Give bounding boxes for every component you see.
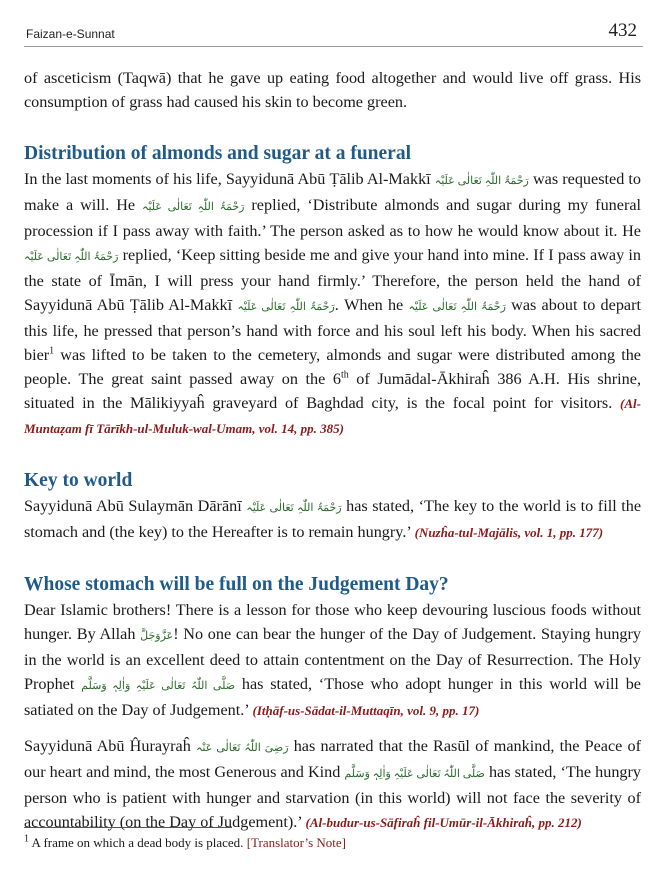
paragraph-abu-hurayra: Sayyidunā Abū Ĥurayraĥ رَضِیَ اللّٰہُ تَعَالٰی عَنْہ has narrated that the Rasūl of mankind, the Peace of our heart and mind, the most Generous and Kind صَلَّی اللّٰہُ تَعَالٰی عَلَیْہِ وَاٰلِہٖ وَسَلَّم has stated, ‘The hungry person who is patient with hunger and starvation (in this world) will not face the severity of accountability (on the Day of Judgement).’ (Al-budur-us-Sāfiraĥ fil-Umūr-il-Ākhiraĥ, pp. 212) xyxy=(24,737,641,831)
heading-almonds-sugar: Distribution of almonds and sugar at a funeral xyxy=(24,143,411,164)
reference-citation: (Nuzĥa-tul-Majālis, vol. 1, pp. 177) xyxy=(414,525,604,540)
paragraph-key-to-world: Sayyidunā Abū Sulaymān Dārānī رَحْمَۃُ اللّٰہِ تَعَالٰی عَلَیْہ has stated, ‘The key to the world is to fill the stomach and (the key) to the Hereafter is to remain hungry.’ (Nuzĥa-tul-Majālis, vol. 1, pp. 177) xyxy=(24,497,642,541)
honorific-rahmat: رَحْمَۃُ اللّٰہِ تَعَالٰی عَلَیْہ xyxy=(246,502,342,514)
footnote: $^1$ A frame on which a dead body is placed. [Translator’s Note] xyxy=(24,833,346,850)
book-title: Faizan-e-Sunnat xyxy=(26,27,115,41)
paragraph-almonds-sugar: In the last moments of his life, Sayyidunā Abū Ṭālib Al-Makkī رَحْمَۃُ اللّٰہِ تَعَالٰی عَلَیْہ was requested to make a will. He رَحْمَۃُ اللّٰہِ تَعَالٰی عَلَیْہ replied, ‘Distribute almonds and sugar during my funeral procession if I pass away with faith.’ The person asked as to how he would know about it. He رَحْمَۃُ اللّٰہِ تَعَالٰی عَلَیْہ replied, ‘Keep sitting beside me and give your hand into mine. If I pass away in the state of Īmān, I will press your hand firmly.’ Therefore, the person held the hand of Sayyidunā Abū Ṭālib Al-Makkī رَحْمَۃُ اللّٰہِ تَعَالٰی عَلَیْہ. When he رَحْمَۃُ اللّٰہِ تَعَالٰی عَلَیْہ was about to depart this life, he pressed that person’s hand with force and his soul left his body. When his sacred bier$^1$ was lifted to be taken to the cemetery, almonds and sugar were distributed among the people. The great saint passed away on the 6th of Jumādal-Ākhiraĥ 386 A.H. His shrine, situated in the Mālikiyyaĥ graveyard of Baghdad city, is the focal point for visitors. (Al-Muntaẓam fī Tārīkh-ul-Muluk-wal-Umam, vol. 14, pp. 385) xyxy=(24,170,642,436)
honorific-radi: رَضِیَ اللّٰہُ تَعَالٰی عَنْہ xyxy=(195,742,289,754)
honorific-rahmat: رَحْمَۃُ اللّٰہِ تَعَالٰی عَلَیْہ xyxy=(24,251,119,263)
ordinal-suffix: th xyxy=(340,369,349,381)
honorific-azza: عَزَّوَجَلَّ xyxy=(140,630,174,642)
footnote-number: 1 xyxy=(24,833,29,845)
honorific-salla: صَلَّی اللّٰہُ تَعَالٰی عَلَیْہِ وَاٰلِہٖ وَسَلَّم xyxy=(81,680,236,692)
reference-citation: (Al-Muntaẓam fī Tārīkh-ul-Muluk-wal-Umam, vol. 14, pp. 385) xyxy=(24,396,641,436)
honorific-rahmat: رَحْمَۃُ اللّٰہِ تَعَالٰی عَلَیْہ xyxy=(434,175,529,187)
heading-key-to-world: Key to world xyxy=(24,470,133,491)
page-body xyxy=(24,66,641,835)
footnote-marker: 1 xyxy=(49,345,55,357)
footnote-divider xyxy=(24,827,232,828)
honorific-rahmat: رَحْمَۃُ اللّٰہِ تَعَالٰی عَلَیْہ xyxy=(408,301,506,313)
heading-judgement-day: Whose stomach will be full on the Judgement Day? xyxy=(24,574,449,595)
honorific-rahmat: رَحْمَۃُ اللّٰہِ تَعَالٰی عَلَیْہ xyxy=(142,201,245,213)
honorific-salla: صَلَّی اللّٰہُ تَعَالٰی عَلَیْہِ وَاٰلِہٖ وَسَلَّم xyxy=(344,768,485,780)
page-header xyxy=(24,18,643,47)
paragraph-intro: of asceticism (Taqwā) that he gave up eating food altogether and would live off grass. His consumption of grass had caused his skin to become green. xyxy=(24,69,641,111)
reference-citation: (Al-budur-us-Sāfiraĥ fil-Umūr-il-Ākhiraĥ, pp. 212) xyxy=(305,815,582,830)
page-number: 432 xyxy=(608,20,637,41)
honorific-rahmat: رَحْمَۃُ اللّٰہِ تَعَالٰی عَلَیْہ xyxy=(237,301,335,313)
reference-citation: (Itḥāf-us-Sādat-il-Muttaqīn, vol. 9, pp. 17) xyxy=(252,703,480,718)
translator-note: [Translator’s Note] xyxy=(246,835,346,850)
paragraph-hunger-lesson: Dear Islamic brothers! There is a lesson for those who keep devouring luscious foods without hunger. By Allah عَزَّوَجَلَّ! No one can bear the hunger of the Day of Judgement. Staying hungry in the world is an excellent deed to attain contentment on the Day of Resurrection. The Holy Prophet صَلَّی اللّٰہُ تَعَالٰی عَلَیْہِ وَاٰلِہٖ وَسَلَّم has stated, ‘Those who adopt hunger in this world will be satiated on the Day of Judgement.’ (Itḥāf-us-Sādat-il-Muttaqīn, vol. 9, pp. 17) xyxy=(24,601,641,719)
